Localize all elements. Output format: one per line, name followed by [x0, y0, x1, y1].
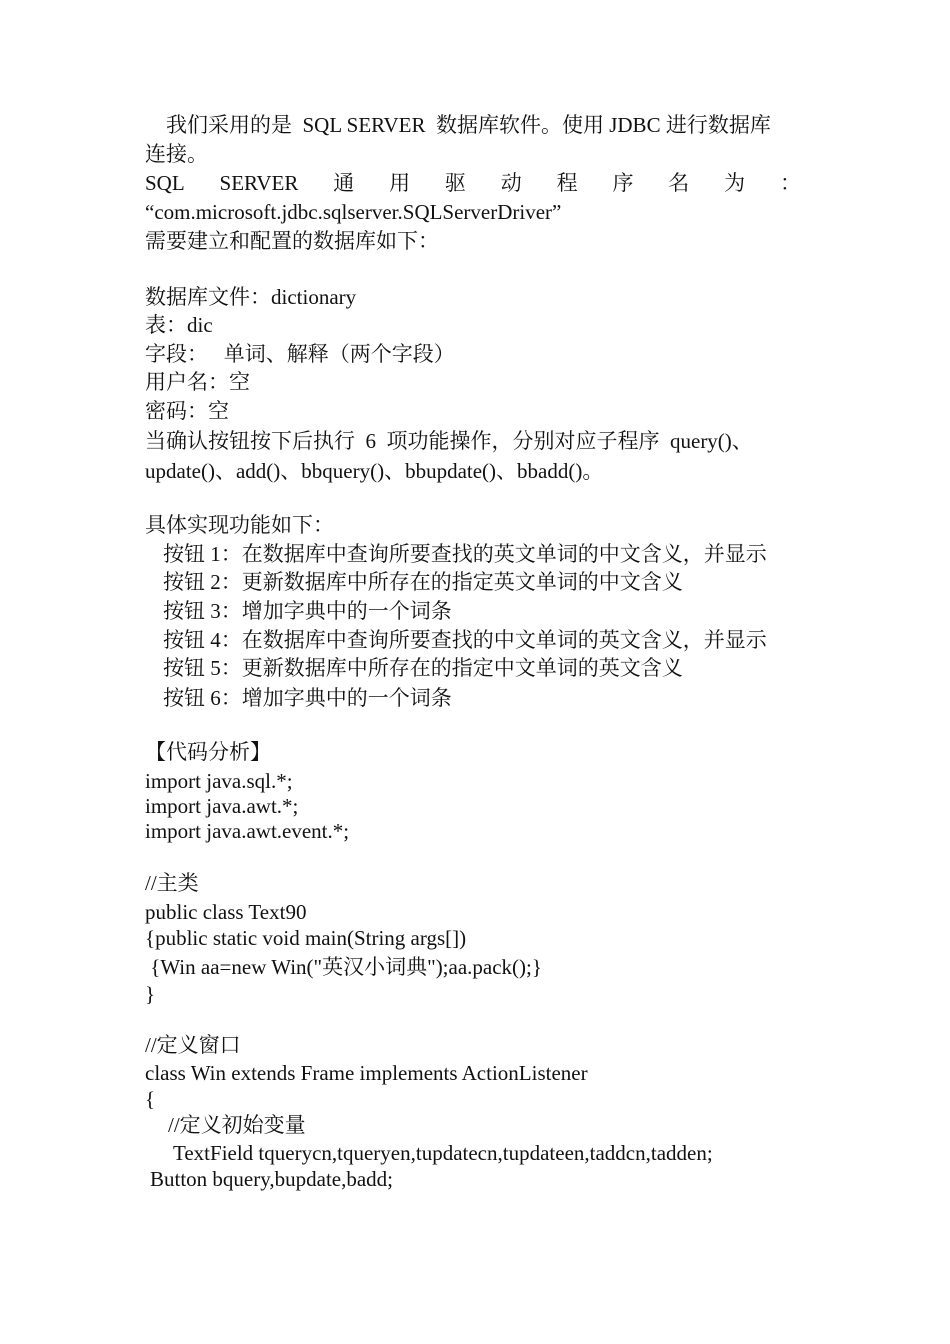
code-win-open: {	[145, 1087, 156, 1111]
code-import: import java.awt.*;	[145, 794, 299, 818]
feature-item: 按钮 1：在数据库中查询所要查找的英文单词的中文含义，并显示	[163, 542, 767, 566]
driver-token: SERVER	[219, 171, 299, 195]
feature-item: 按钮 3：增加字典中的一个词条	[163, 599, 452, 623]
code-comment-main: //主类	[145, 871, 199, 895]
feature-item: 按钮 4：在数据库中查询所要查找的中文单词的英文含义，并显示	[163, 628, 767, 652]
code-class-decl: public class Text90	[145, 900, 307, 924]
driver-token: 为	[724, 171, 746, 195]
code-heading: 【代码分析】	[145, 740, 271, 764]
code-comment-vars: //定义初始变量	[168, 1113, 306, 1137]
driver-label-line	[145, 170, 801, 196]
code-import: import java.sql.*;	[145, 769, 293, 793]
driver-token: 程	[556, 171, 578, 195]
db-file: 数据库文件：dictionary	[145, 285, 357, 309]
feature-item: 按钮 6：增加字典中的一个词条	[163, 686, 452, 710]
driver-name: “com.microsoft.jdbc.sqlserver.SQLServerDriver”	[145, 200, 562, 224]
features-heading: 具体实现功能如下：	[145, 513, 334, 537]
db-password: 密码：空	[145, 399, 229, 423]
driver-token: 名	[668, 171, 690, 195]
driver-token: SQL	[145, 171, 185, 195]
code-main-body: {Win aa=new Win("英汉小词典");aa.pack();}	[145, 955, 542, 979]
config-heading: 需要建立和配置的数据库如下：	[145, 229, 439, 253]
code-main-close: }	[145, 982, 156, 1006]
driver-token: 通	[333, 171, 355, 195]
driver-token: 动	[500, 171, 522, 195]
intro-line-1: 我们采用的是 SQL SERVER 数据库软件。使用 JDBC 进行数据库	[166, 113, 771, 137]
code-comment-win: //定义窗口	[145, 1033, 241, 1057]
driver-token: ：	[779, 171, 801, 195]
feature-item: 按钮 5：更新数据库中所存在的指定中文单词的英文含义	[163, 656, 683, 680]
ops-line-2: update()、add()、bbquery()、bbupdate()、bbadd()。	[145, 459, 604, 483]
db-user: 用户名：空	[145, 370, 250, 394]
ops-line-1: 当确认按钮按下后执行 6 项功能操作，分别对应子程序 query()、	[145, 429, 753, 453]
code-buttons: Button bquery,bupdate,badd;	[150, 1167, 394, 1191]
feature-item: 按钮 2：更新数据库中所存在的指定英文单词的中文含义	[163, 570, 683, 594]
code-textfields: TextField tquerycn,tqueryen,tupdatecn,tupdateen,taddcn,tadden;	[173, 1141, 713, 1165]
intro-line-2: 连接。	[145, 142, 208, 166]
code-main-method: {public static void main(String args[])	[145, 926, 467, 950]
driver-token: 驱	[444, 171, 466, 195]
code-import: import java.awt.event.*;	[145, 819, 350, 843]
code-win-decl: class Win extends Frame implements ActionListener	[145, 1061, 588, 1085]
driver-token: 序	[612, 171, 634, 195]
db-table: 表：dic	[145, 313, 213, 337]
db-fields: 字段： 单词、解释（两个字段）	[145, 342, 455, 366]
driver-token: 用	[389, 171, 411, 195]
